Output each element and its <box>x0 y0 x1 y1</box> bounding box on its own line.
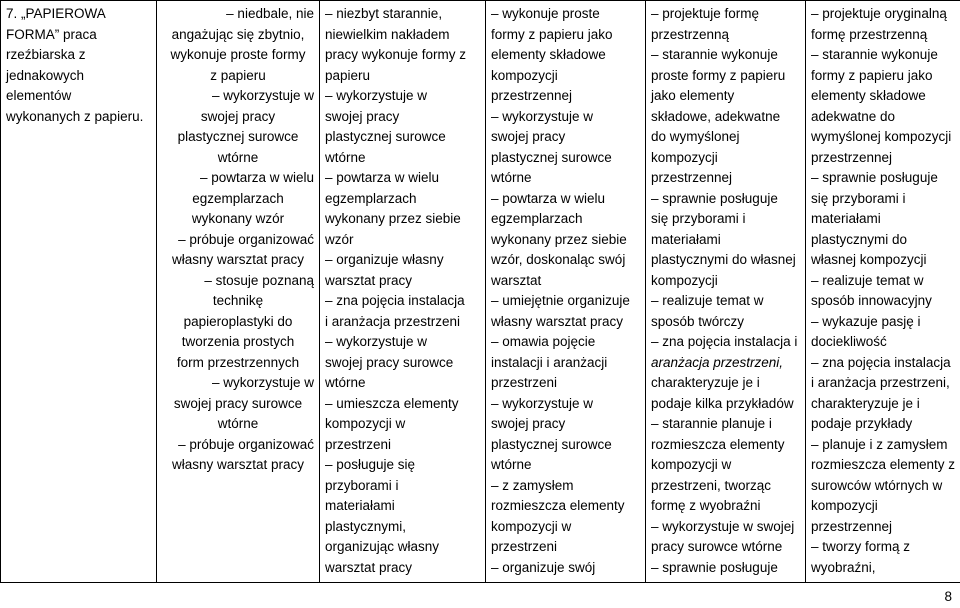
cell-text-line: przestrzenną <box>651 26 730 42</box>
cell-text-line: – starannie wykonuje <box>651 47 778 62</box>
cell-text-line: przestrzeni, tworząc <box>651 477 772 493</box>
table-cell-grade-3 <box>320 1 486 583</box>
cell-text-line: się przyborami i <box>651 211 746 226</box>
cell-text-line: formę z wyobraźni <box>651 498 761 513</box>
cell-text-line: wzór, doskonaląc swój <box>491 252 626 267</box>
cell-text-line: dociekliwość <box>811 334 887 349</box>
cell-text-line: swojej pracy <box>491 416 566 431</box>
cell-text-line: przestrzeni <box>491 539 558 554</box>
cell-text-line: wykonany wzór <box>191 211 285 226</box>
cell-text-line: własny warsztat pracy <box>171 252 305 267</box>
cell-text-line: kompozycji <box>651 272 718 288</box>
cell-text-line: tworzenia prostych <box>181 334 295 349</box>
cell-text-line: – organizuje swój <box>491 559 596 575</box>
cell-text-line: plastycznej surowce <box>177 129 299 144</box>
cell-text-line: sposób twórczy <box>651 313 745 329</box>
cell-text-line: kompozycji w <box>325 416 406 431</box>
cell-text-line: do wymyślonej <box>651 129 740 144</box>
cell-text-line: swojej pracy <box>325 108 400 124</box>
cell-text-line: rzeźbiarska z <box>6 47 86 62</box>
cell-text-line: swojej pracy <box>491 129 566 144</box>
cell-text-line: – realizuje temat w <box>651 293 764 308</box>
cell-text-line: kompozycji w <box>491 518 572 534</box>
cell-text-line: przestrzennej <box>491 88 573 103</box>
cell-text-line: kompozycji <box>491 67 558 83</box>
cell-text-line: przestrzennej <box>651 170 733 185</box>
cell-text-line: form przestrzennych <box>176 354 300 370</box>
cell-text-line: – planuje i z zamysłem <box>811 436 948 452</box>
cell-text-line: – próbuje organizować <box>178 231 314 247</box>
cell-text-line: FORMA” praca <box>6 26 97 42</box>
cell-text-line: – wykorzystuje w <box>211 375 314 390</box>
cell-text-line: – zna pojęcia instalacja <box>811 354 951 370</box>
cell-text-line: technikę <box>212 293 264 308</box>
cell-text-line: – omawia pojęcie <box>491 334 596 349</box>
cell-text-line: materiałami <box>325 498 395 513</box>
cell-text-line: pracy wykonuje formy z <box>325 47 467 62</box>
cell-text-line: – powtarza w wielu <box>199 170 314 185</box>
cell-text-line: rozmieszcza elementy z <box>811 457 956 472</box>
cell-text-line: kompozycji <box>651 149 718 165</box>
cell-text-line: – zna pojęcia instalacja <box>325 293 465 308</box>
cell-text-line: – umieszcza elementy <box>325 395 459 411</box>
cell-text-line: – wykorzystuje w swojej <box>651 518 795 534</box>
cell-text-line: wtórne <box>217 149 259 165</box>
cell-text-line: – wykorzystuje w <box>491 395 594 411</box>
cell-text-line: – sprawnie posługuje <box>811 170 938 185</box>
cell-text-line: organizując własny <box>325 539 440 554</box>
table-cell-task <box>1 1 157 583</box>
cell-text-line: podaje przykłady <box>811 416 913 431</box>
cell-text-line: charakteryzuje je i <box>651 375 760 390</box>
cell-text-line: – sprawnie posługuje <box>651 559 778 575</box>
cell-text-line: sposób innowacyjny <box>811 293 932 308</box>
page-number: 8 <box>944 589 952 604</box>
cell-text-line: swojej pracy surowce <box>173 395 303 411</box>
cell-text-line: – posługuje się <box>325 457 416 472</box>
table-cell-grade-5 <box>646 1 806 583</box>
cell-text-line: plastycznej surowce <box>491 149 612 165</box>
cell-text-line: własny warsztat pracy <box>491 313 624 329</box>
cell-text-line: kompozycji w <box>651 457 732 472</box>
cell-text-line: instalacji i aranżacji <box>491 354 608 370</box>
cell-text-line: własnej kompozycji <box>811 252 927 267</box>
cell-text-line: – starannie planuje i <box>651 416 772 431</box>
cell-text-line: materiałami <box>651 231 721 247</box>
cell-text-line: wykonany przez siebie <box>491 231 627 247</box>
cell-text-line: plastycznymi do <box>811 231 908 247</box>
cell-text-line: – realizuje temat w <box>811 272 924 288</box>
cell-text-line: podaje kilka przykładów <box>651 395 794 411</box>
cell-text-line: 7. „PAPIEROWA <box>6 6 106 21</box>
table-row <box>1 1 960 583</box>
cell-text-line: przestrzeni <box>325 436 392 452</box>
cell-text-line: – umiejętnie organizuje <box>491 293 630 308</box>
cell-text-line: swojej pracy surowce <box>325 354 454 370</box>
cell-text-line: – wykorzystuje w <box>491 108 594 124</box>
table-cell-grade-2 <box>157 1 320 583</box>
cell-text-line: wtórne <box>491 170 532 185</box>
cell-text-line: wykonuje proste formy <box>170 47 306 62</box>
cell-text-line: wykonanych z papieru. <box>6 108 144 124</box>
cell-text-line: – niezbyt starannie, <box>325 6 443 21</box>
cell-text-line: rozmieszcza elementy <box>651 436 785 452</box>
cell-text-line: – wykazuje pasję i <box>811 313 921 329</box>
cell-text-line: swojej pracy <box>200 108 276 124</box>
cell-text-line: jednakowych <box>6 67 85 83</box>
cell-text-line: – niedbale, nie <box>226 6 314 21</box>
cell-text-line: proste formy z papieru <box>651 67 786 83</box>
cell-text-line: plastycznej surowce <box>325 129 446 144</box>
cell-text-line: jako elementy <box>651 88 735 103</box>
cell-text-line: wtórne <box>491 457 532 472</box>
cell-text-line: wzór <box>325 231 354 247</box>
cell-text-line: wtórne <box>325 375 366 390</box>
cell-text-line: – stosuje poznaną <box>204 272 314 288</box>
cell-text-line: – tworzy formą z <box>811 539 911 554</box>
cell-text-line: i aranżacja przestrzeni <box>325 313 461 329</box>
cell-text-line: plastycznej surowce <box>491 436 612 452</box>
cell-text-line: elementów <box>6 88 72 103</box>
cell-text-line: pracy surowce wtórne <box>651 539 783 554</box>
cell-text-line: formy z papieru jako <box>811 67 933 83</box>
cell-text-line: przyborami i <box>325 477 399 493</box>
cell-text-line: plastycznymi, <box>325 518 407 534</box>
cell-text-line: – organizuje własny <box>325 252 444 267</box>
cell-text-line: elementy składowe <box>491 47 606 62</box>
cell-text-line: wtórne <box>217 416 259 431</box>
cell-text-line: papieru <box>325 67 371 83</box>
cell-text-line: charakteryzuje je i <box>811 395 920 411</box>
cell-text-line: – wykorzystuje w <box>211 88 314 103</box>
cell-text-line: własny warsztat pracy <box>171 457 305 472</box>
cell-text-line: plastycznymi do własnej <box>651 252 796 267</box>
cell-text-line: aranżacja przestrzeni, <box>651 354 784 370</box>
cell-text-line: wtórne <box>325 149 366 165</box>
cell-text-line: przestrzennej <box>811 518 893 534</box>
cell-text-line: materiałami <box>811 211 881 226</box>
cell-text-line: rozmieszcza elementy <box>491 498 625 513</box>
table-cell-grade-4 <box>486 1 646 583</box>
cell-text-line: warsztat pracy <box>325 272 413 288</box>
cell-text-line: wyobraźni, <box>811 559 876 575</box>
cell-text-line: – projektuje oryginalną <box>811 6 947 21</box>
cell-text-line: formy z papieru jako <box>491 26 613 42</box>
cell-text-line: – wykonuje proste <box>491 6 600 21</box>
cell-text-line: egzemplarzach <box>491 211 583 226</box>
cell-text-line: surowców wtórnych w <box>811 477 943 493</box>
cell-text-line: – wykorzystuje w <box>325 334 428 349</box>
cell-text-line: – powtarza w wielu <box>491 190 606 206</box>
cell-text-line: egzemplarzach <box>325 190 417 206</box>
cell-text-line: – projektuje formę <box>651 6 760 21</box>
cell-text-line: przestrzennej <box>811 149 893 165</box>
cell-text-line: warsztat <box>491 272 542 288</box>
cell-text-line: – sprawnie posługuje <box>651 190 778 206</box>
cell-text-line: z papieru <box>210 67 266 83</box>
cell-text-line: elementy składowe <box>811 88 926 103</box>
cell-text-line: – z zamysłem <box>491 477 574 493</box>
cell-text-line: się przyborami i <box>811 190 906 206</box>
cell-text-line: angażując się zbytnio, <box>171 26 305 42</box>
cell-text-line: egzemplarzach <box>192 190 284 206</box>
cell-text-line: – próbuje organizować <box>178 436 314 452</box>
cell-text-line: składowe, adekwatne <box>651 108 781 124</box>
cell-text-line: przestrzeni <box>491 375 558 390</box>
table-cell-grade-6 <box>806 1 960 583</box>
cell-text-line: – starannie wykonuje <box>811 47 938 62</box>
cell-text-line: niewielkim nakładem <box>325 26 450 42</box>
cell-text-line: – wykorzystuje w <box>325 88 428 103</box>
cell-text-line: adekwatne do <box>811 108 896 124</box>
cell-text-line: formę przestrzenną <box>811 26 928 42</box>
cell-text-line: kompozycji <box>811 498 878 513</box>
cell-text-line: wymyślonej kompozycji <box>811 129 952 144</box>
cell-text-line: wykonany przez siebie <box>325 211 461 226</box>
cell-text-line: papieroplastyki do <box>183 313 293 329</box>
cell-text-line: – powtarza w wielu <box>325 170 440 185</box>
cell-text-line: – zna pojęcia instalacja i <box>651 334 798 349</box>
cell-text-line: i aranżacja przestrzeni, <box>811 375 950 390</box>
cell-text-line: warsztat pracy <box>325 559 413 575</box>
